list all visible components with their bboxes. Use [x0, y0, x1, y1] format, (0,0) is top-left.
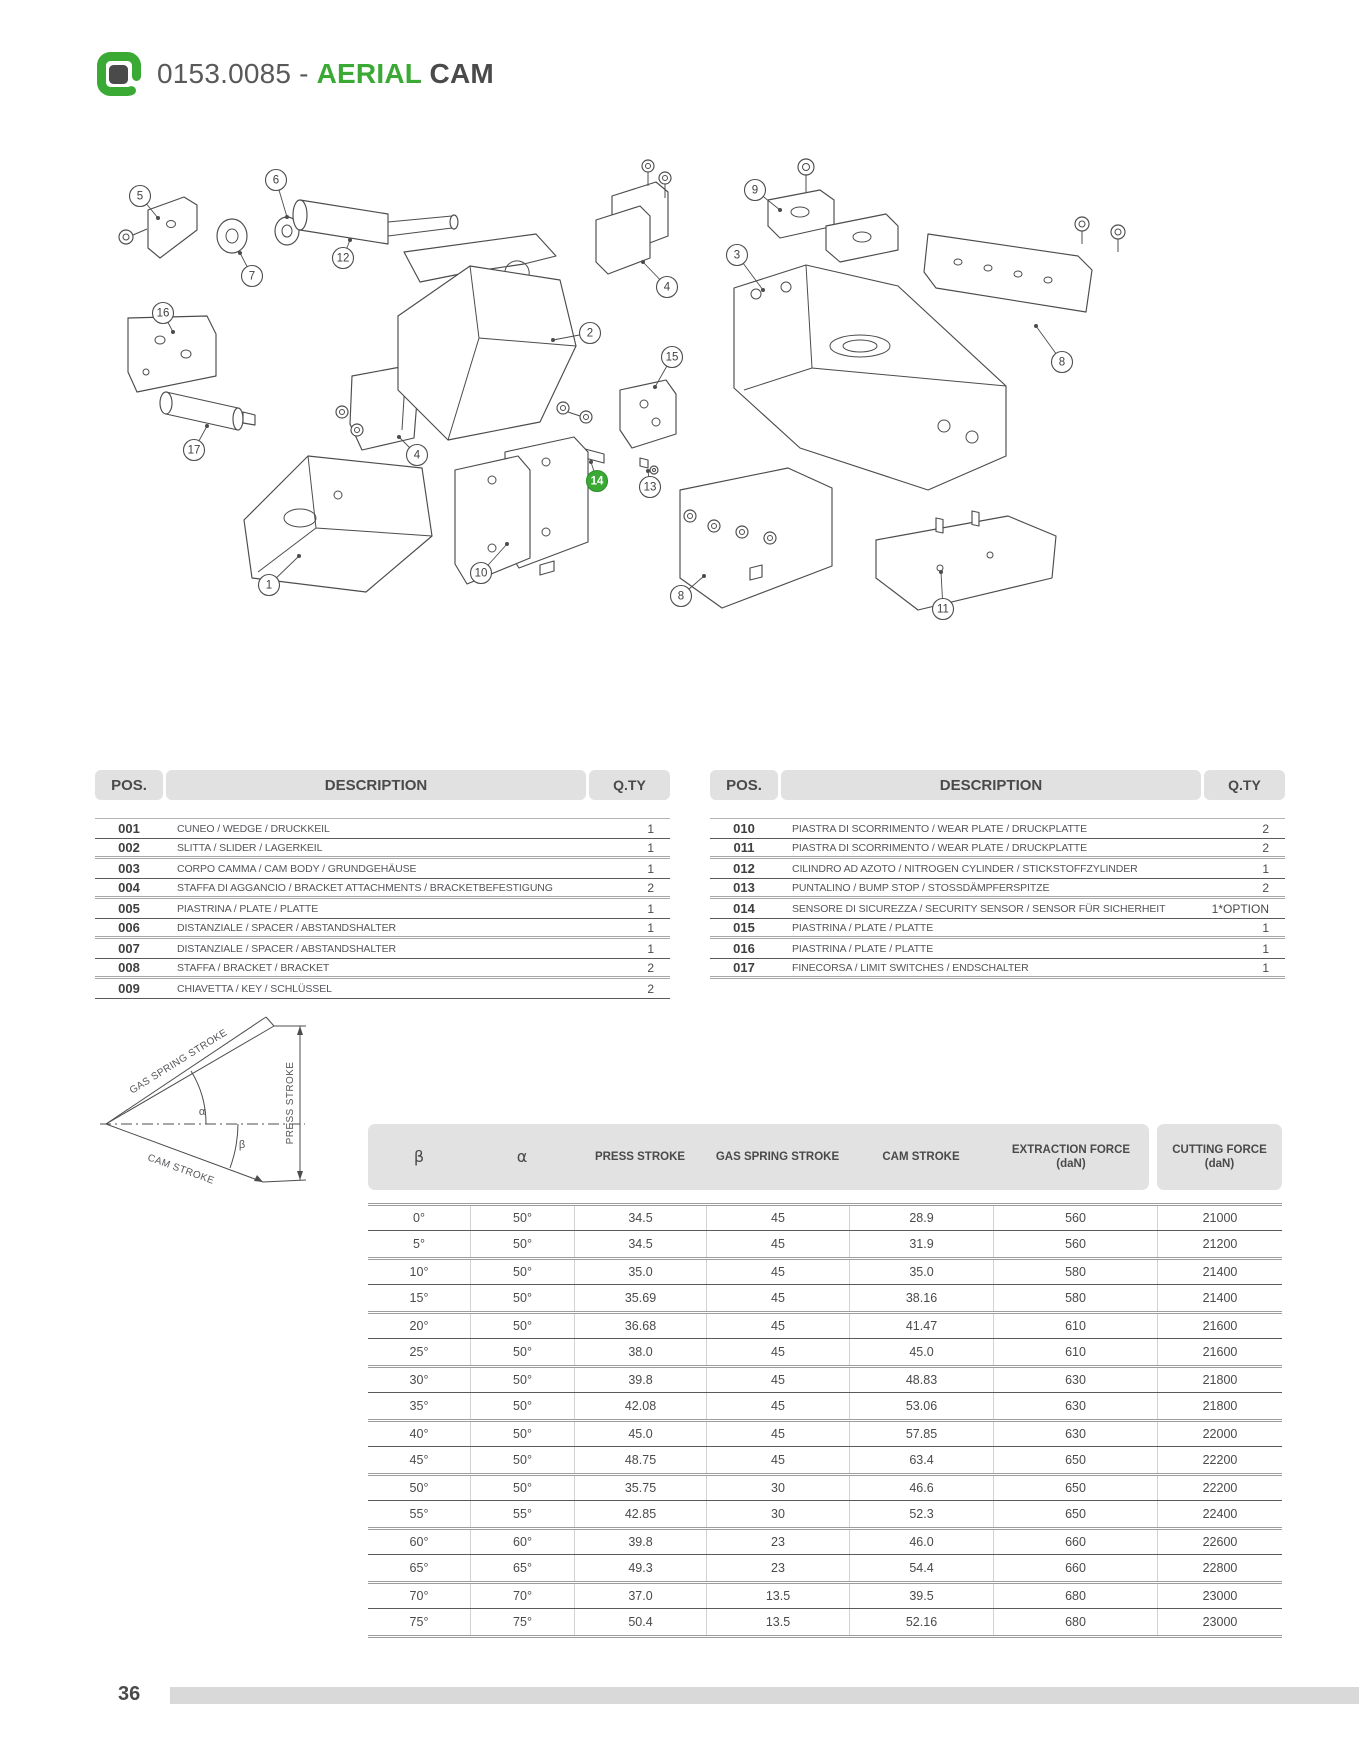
stroke-value: 37.0 [574, 1584, 706, 1608]
stroke-value: 22400 [1157, 1501, 1282, 1527]
part-pos: 005 [118, 901, 140, 916]
part-pos: 006 [118, 920, 140, 935]
part-qty: 2 [647, 880, 654, 895]
stroke-value: 45 [706, 1206, 849, 1230]
column-header-pos: POS. [710, 770, 778, 800]
callout-balloon-17 [184, 424, 210, 461]
part-description: DISTANZIALE / SPACER / ABSTANDSHALTER [177, 942, 396, 955]
stroke-value: 45 [706, 1447, 849, 1473]
stroke-value: 50° [409, 1481, 429, 1495]
svg-text:12: 12 [336, 252, 350, 265]
stroke-value: 30 [706, 1476, 849, 1500]
stroke-value: 21200 [1157, 1231, 1282, 1257]
stroke-value: 45 [706, 1314, 849, 1338]
part-pos: 013 [733, 880, 755, 895]
part-description: CHIAVETTA / KEY / SCHLÜSSEL [177, 982, 332, 995]
part-qty: 1 [647, 861, 654, 876]
stroke-value: 21600 [1157, 1314, 1282, 1338]
part-pos: 007 [118, 941, 140, 956]
callout-balloon-5 [130, 186, 161, 221]
stroke-value: 560 [993, 1231, 1157, 1257]
part-pos: 002 [118, 840, 140, 855]
svg-text:16: 16 [156, 307, 170, 320]
column-header-press-stroke: PRESS STROKE [594, 1150, 686, 1163]
stroke-value: 45.0 [849, 1339, 993, 1365]
part-description: STAFFA / BRACKET / BRACKET [177, 961, 330, 974]
part-description: CILINDRO AD AZOTO / NITROGEN CYLINDER / STICKSTOFFZYLINDER [792, 862, 1138, 875]
callout-balloon-14 [587, 460, 608, 492]
svg-text:4: 4 [663, 281, 671, 294]
stroke-value: 0° [413, 1211, 425, 1225]
stroke-value: 13.5 [706, 1609, 849, 1635]
stroke-value: 21400 [1157, 1285, 1282, 1311]
part-qty: 1 [647, 840, 654, 855]
column-header-beta: β [413, 1147, 425, 1166]
stroke-value: 39.5 [849, 1584, 993, 1608]
part-qty: 1 [647, 901, 654, 916]
stroke-value: 50° [470, 1285, 574, 1311]
callout-balloon-4 [397, 435, 428, 466]
part-description: PIASTRINA / PLATE / PLATTE [177, 902, 319, 915]
svg-text:5: 5 [136, 190, 144, 203]
stroke-value: 10° [409, 1265, 429, 1279]
stroke-table-rows [368, 1203, 1282, 1638]
part-pos: 011 [733, 840, 755, 855]
stroke-table-row [368, 1500, 1282, 1527]
column-header-cutting-force: CUTTING FORCE (daN) [1157, 1124, 1282, 1190]
stroke-value: 54.4 [849, 1555, 993, 1581]
parts-table-row [95, 879, 670, 899]
parts-table-row [95, 839, 670, 859]
page-title [157, 58, 494, 90]
stroke-table-row [368, 1311, 1282, 1338]
parts-table-row [95, 939, 670, 959]
stroke-table-row [368, 1527, 1282, 1554]
stroke-value: 630 [993, 1368, 1157, 1392]
stroke-value: 5° [413, 1237, 425, 1251]
stroke-value: 30 [706, 1501, 849, 1527]
part-qty: 1 [647, 941, 654, 956]
part-qty: 2 [647, 981, 654, 996]
parts-table-row [95, 959, 670, 979]
stroke-value: 45 [706, 1393, 849, 1419]
part-description: STAFFA DI AGGANCIO / BRACKET ATTACHMENTS / BRACKETBEFESTIGUNG [177, 881, 553, 894]
part-description: PIASTRA DI SCORRIMENTO / WEAR PLATE / DRUCKPLATTE [792, 822, 1087, 835]
svg-text:4: 4 [413, 449, 421, 462]
stroke-value: 23 [706, 1530, 849, 1554]
stroke-table-row [368, 1230, 1282, 1257]
part-description: DISTANZIALE / SPACER / ABSTANDSHALTER [177, 921, 396, 934]
stroke-value: 35.0 [574, 1260, 706, 1284]
part-qty: 2 [1262, 880, 1269, 895]
part-description: CORPO CAMMA / CAM BODY / GRUNDGEHÄUSE [177, 862, 417, 875]
part-qty: 1 [1262, 960, 1269, 975]
stroke-value: 39.8 [574, 1368, 706, 1392]
stroke-table-row [368, 1419, 1282, 1446]
callout-balloon-4 [641, 260, 678, 298]
part-qty: 1*OPTION [1211, 901, 1269, 916]
part-qty: 1 [647, 920, 654, 935]
stroke-value: 45 [706, 1422, 849, 1446]
column-header-qty: Q.TY [589, 770, 670, 800]
parts-table-row [710, 899, 1285, 919]
stroke-table-row [368, 1203, 1282, 1230]
parts-table-header [710, 770, 1285, 800]
stroke-value: 21000 [1157, 1206, 1282, 1230]
stroke-value: 34.5 [574, 1206, 706, 1230]
stroke-data-table [368, 1124, 1282, 1638]
parts-rows [710, 818, 1285, 979]
stroke-value: 34.5 [574, 1231, 706, 1257]
svg-text:2: 2 [586, 327, 594, 340]
stroke-value: 15° [409, 1291, 429, 1305]
svg-text:8: 8 [677, 590, 685, 603]
stroke-value: 660 [993, 1530, 1157, 1554]
column-header-cam-stroke: CAM STROKE [882, 1150, 960, 1163]
stroke-value: 23 [706, 1555, 849, 1581]
stroke-value: 48.83 [849, 1368, 993, 1392]
parts-table-row [710, 879, 1285, 899]
part-qty: 1 [1262, 920, 1269, 935]
stroke-value: 20° [409, 1319, 429, 1333]
stroke-value: 45 [706, 1368, 849, 1392]
parts-table-row [710, 959, 1285, 979]
stroke-value: 21400 [1157, 1260, 1282, 1284]
part-pos: 015 [733, 920, 755, 935]
stroke-value: 60° [470, 1530, 574, 1554]
part-pos: 009 [118, 981, 140, 996]
product-name-rest: CAM [421, 58, 494, 89]
callout-balloon-12 [333, 238, 354, 269]
stroke-value: 60° [409, 1535, 429, 1549]
part-pos: 003 [118, 861, 140, 876]
stroke-value: 50° [470, 1422, 574, 1446]
stroke-value: 28.9 [849, 1206, 993, 1230]
stroke-value: 45 [706, 1339, 849, 1365]
stroke-value: 22600 [1157, 1530, 1282, 1554]
stroke-value: 75° [409, 1615, 429, 1629]
brand-logo-icon [95, 50, 143, 98]
stroke-value: 35.69 [574, 1285, 706, 1311]
svg-text:7: 7 [248, 270, 256, 283]
stroke-angle-diagram [98, 1012, 348, 1217]
stroke-value: 50° [470, 1231, 574, 1257]
stroke-value: 50.4 [574, 1609, 706, 1635]
gas-spring-stroke-label: GAS SPRING STROKE [127, 1027, 230, 1097]
callout-balloon-6 [266, 170, 290, 220]
stroke-table-row [368, 1392, 1282, 1419]
exploded-parts [119, 159, 1125, 610]
product-name-accent: AERIAL [316, 58, 422, 89]
part-qty: 1 [1262, 861, 1269, 876]
stroke-value: 57.85 [849, 1422, 993, 1446]
stroke-value: 38.0 [574, 1339, 706, 1365]
callout-balloon-8 [1034, 324, 1073, 373]
stroke-value: 22800 [1157, 1555, 1282, 1581]
stroke-value: 52.16 [849, 1609, 993, 1635]
part-qty: 1 [647, 821, 654, 836]
stroke-value: 560 [993, 1206, 1157, 1230]
stroke-table-row [368, 1257, 1282, 1284]
stroke-table-row [368, 1284, 1282, 1311]
stroke-value: 21600 [1157, 1339, 1282, 1365]
stroke-value: 75° [470, 1609, 574, 1635]
stroke-value: 38.16 [849, 1285, 993, 1311]
callout-balloon-9 [745, 180, 783, 213]
parts-table-row [95, 899, 670, 919]
stroke-value: 31.9 [849, 1231, 993, 1257]
column-header-alpha: α [516, 1147, 528, 1166]
stroke-value: 46.6 [849, 1476, 993, 1500]
svg-text:6: 6 [272, 174, 280, 187]
stroke-value: 30° [409, 1373, 429, 1387]
exploded-view-drawing [0, 140, 1359, 660]
stroke-value: 48.75 [574, 1447, 706, 1473]
svg-text:1: 1 [265, 579, 273, 592]
parts-table-row [710, 819, 1285, 839]
stroke-value: 45 [706, 1285, 849, 1311]
stroke-value: 50° [470, 1447, 574, 1473]
part-description: PUNTALINO / BUMP STOP / STOSSDÄMPFERSPITZE [792, 881, 1050, 894]
stroke-value: 63.4 [849, 1447, 993, 1473]
stroke-value: 650 [993, 1476, 1157, 1500]
svg-text:17: 17 [187, 444, 201, 457]
svg-text:15: 15 [665, 351, 679, 364]
parts-table-row [710, 919, 1285, 939]
part-qty: 2 [1262, 821, 1269, 836]
stroke-value: 65° [470, 1555, 574, 1581]
stroke-value: 55° [409, 1507, 429, 1521]
stroke-table-row [368, 1608, 1282, 1635]
svg-text:14: 14 [590, 475, 604, 488]
parts-table-left [95, 770, 670, 999]
parts-table-row [95, 979, 670, 999]
stroke-value: 55° [470, 1501, 574, 1527]
parts-table-row [95, 859, 670, 879]
stroke-table-row [368, 1338, 1282, 1365]
stroke-value: 50° [470, 1260, 574, 1284]
part-description: PIASTRA DI SCORRIMENTO / WEAR PLATE / DRUCKPLATTE [792, 841, 1087, 854]
stroke-value: 580 [993, 1260, 1157, 1284]
part-description: SLITTA / SLIDER / LAGERKEIL [177, 841, 323, 854]
stroke-value: 630 [993, 1422, 1157, 1446]
part-description: CUNEO / WEDGE / DRUCKKEIL [177, 822, 330, 835]
cam-stroke-label: CAM STROKE [146, 1152, 216, 1187]
stroke-value: 39.8 [574, 1530, 706, 1554]
stroke-value: 610 [993, 1339, 1157, 1365]
beta-label: β [238, 1139, 246, 1151]
stroke-value: 23000 [1157, 1609, 1282, 1635]
parts-table-row [95, 919, 670, 939]
stroke-value: 45 [706, 1231, 849, 1257]
stroke-table-row [368, 1473, 1282, 1500]
stroke-value: 23000 [1157, 1584, 1282, 1608]
column-header-extraction-force: EXTRACTION FORCE (daN) [1011, 1143, 1131, 1170]
stroke-value: 40° [409, 1427, 429, 1441]
stroke-value: 13.5 [706, 1584, 849, 1608]
stroke-value: 41.47 [849, 1314, 993, 1338]
stroke-table-header [368, 1124, 1282, 1190]
stroke-value: 35° [409, 1399, 429, 1413]
stroke-value: 50° [470, 1393, 574, 1419]
alpha-label: α [198, 1106, 206, 1118]
parts-rows [95, 818, 670, 999]
svg-text:13: 13 [643, 481, 657, 494]
column-header-pos: POS. [95, 770, 163, 800]
footer-bar [170, 1687, 1359, 1704]
part-pos: 004 [118, 880, 140, 895]
stroke-value: 21800 [1157, 1368, 1282, 1392]
stroke-table-row [368, 1446, 1282, 1473]
svg-text:11: 11 [937, 603, 949, 616]
stroke-value: 70° [409, 1589, 429, 1603]
stroke-value: 35.0 [849, 1260, 993, 1284]
stroke-header-main [368, 1124, 1149, 1190]
part-description: PIASTRINA / PLATE / PLATTE [792, 921, 934, 934]
stroke-table-row [368, 1554, 1282, 1581]
part-pos: 012 [733, 861, 755, 876]
page-header [95, 48, 494, 100]
stroke-value: 35.75 [574, 1476, 706, 1500]
stroke-value: 50° [470, 1476, 574, 1500]
stroke-value: 45.0 [574, 1422, 706, 1446]
part-pos: 016 [733, 941, 755, 956]
stroke-table-row [368, 1365, 1282, 1392]
stroke-value: 42.85 [574, 1501, 706, 1527]
svg-text:9: 9 [751, 184, 759, 197]
part-description: PIASTRINA / PLATE / PLATTE [792, 942, 934, 955]
part-pos: 014 [733, 901, 755, 916]
parts-table-row [710, 859, 1285, 879]
stroke-value: 680 [993, 1609, 1157, 1635]
stroke-value: 25° [409, 1345, 429, 1359]
product-code: 0153.0085 - [157, 58, 317, 89]
part-description: SENSORE DI SICUREZZA / SECURITY SENSOR / SENSOR FÜR SICHERHEIT [792, 902, 1166, 915]
stroke-value: 650 [993, 1501, 1157, 1527]
stroke-value: 680 [993, 1584, 1157, 1608]
stroke-value: 45 [706, 1260, 849, 1284]
stroke-value: 21800 [1157, 1393, 1282, 1419]
svg-text:10: 10 [474, 567, 488, 580]
stroke-value: 22200 [1157, 1447, 1282, 1473]
svg-text:3: 3 [733, 249, 741, 262]
stroke-value: 70° [470, 1584, 574, 1608]
column-header-description: DESCRIPTION [166, 770, 586, 800]
stroke-value: 50° [470, 1206, 574, 1230]
part-description: FINECORSA / LIMIT SWITCHES / ENDSCHALTER [792, 961, 1029, 974]
stroke-value: 36.68 [574, 1314, 706, 1338]
stroke-table-row [368, 1581, 1282, 1608]
stroke-value: 22200 [1157, 1476, 1282, 1500]
part-qty: 2 [647, 960, 654, 975]
column-header-qty: Q.TY [1204, 770, 1285, 800]
stroke-value: 42.08 [574, 1393, 706, 1419]
stroke-value: 630 [993, 1393, 1157, 1419]
stroke-value: 22000 [1157, 1422, 1282, 1446]
part-qty: 1 [1262, 941, 1269, 956]
stroke-value: 610 [993, 1314, 1157, 1338]
stroke-value: 50° [470, 1339, 574, 1365]
stroke-value: 46.0 [849, 1530, 993, 1554]
stroke-value: 65° [409, 1561, 429, 1575]
parts-table-right [710, 770, 1285, 979]
svg-text:8: 8 [1058, 356, 1066, 369]
stroke-value: 45° [409, 1453, 429, 1467]
parts-table-header [95, 770, 670, 800]
part-pos: 008 [118, 960, 140, 975]
stroke-value: 53.06 [849, 1393, 993, 1419]
part-qty: 2 [1262, 840, 1269, 855]
part-pos: 010 [733, 821, 755, 836]
stroke-value: 650 [993, 1447, 1157, 1473]
callout-balloon-13 [640, 469, 661, 498]
stroke-value: 660 [993, 1555, 1157, 1581]
stroke-value: 52.3 [849, 1501, 993, 1527]
column-header-description: DESCRIPTION [781, 770, 1201, 800]
parts-table-row [710, 839, 1285, 859]
part-pos: 001 [118, 821, 140, 836]
page-number: 36 [118, 1683, 141, 1705]
stroke-value: 49.3 [574, 1555, 706, 1581]
stroke-value: 580 [993, 1285, 1157, 1311]
part-pos: 017 [733, 960, 755, 975]
callout-balloon-7 [238, 251, 263, 287]
column-header-gas-spring-stroke: GAS SPRING STROKE [715, 1150, 840, 1163]
stroke-value: 50° [470, 1368, 574, 1392]
stroke-value: 50° [470, 1314, 574, 1338]
parts-table-row [710, 939, 1285, 959]
parts-table-row [95, 819, 670, 839]
press-stroke-label: PRESS STROKE [285, 1061, 296, 1145]
